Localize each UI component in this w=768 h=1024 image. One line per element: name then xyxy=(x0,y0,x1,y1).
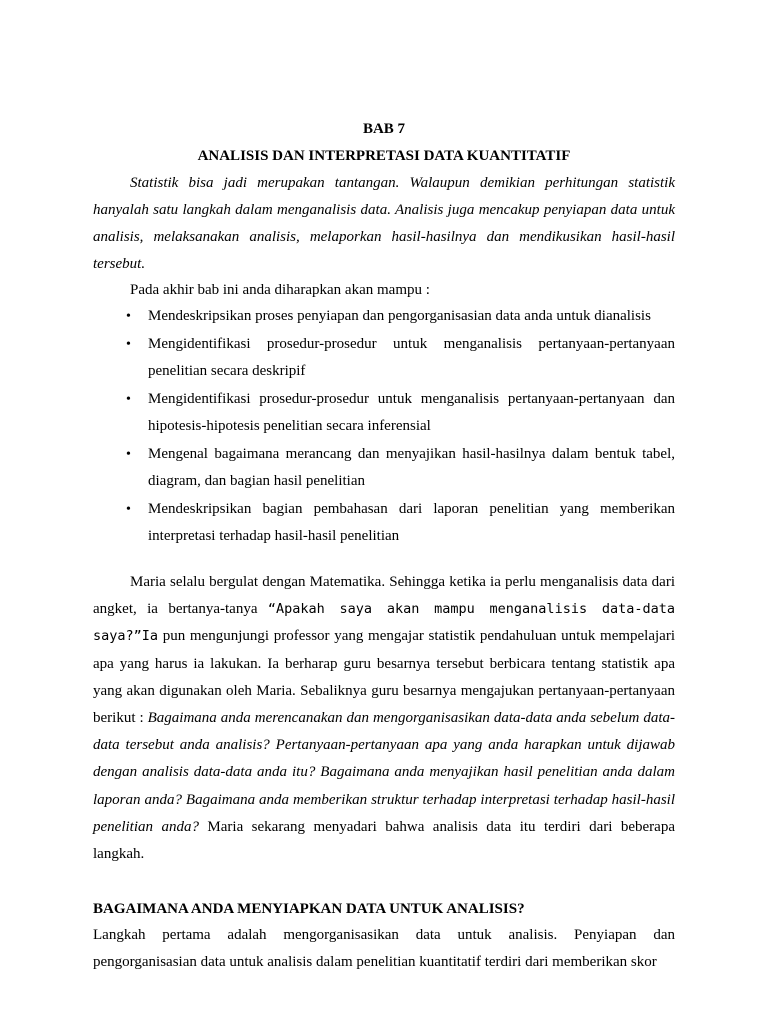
objective-item xyxy=(112,303,675,330)
objective-text: Mengidentifikasi prosedur-prosedur untuk menganalisis pertanyaan-pertanyaan dan hipotesis-hipotesis penelitian secara inferensial xyxy=(148,391,675,434)
story-text: Maria selalu bergulat dengan Matematika. Sehingga ketika ia perlu menganalisis data dari angket, ia bertanya-tanya xyxy=(93,574,675,618)
story-quote: “Apakah saya akan mampu menganalisis data-data saya?”Ia xyxy=(93,601,676,645)
story-paragraph xyxy=(93,569,675,868)
section-paragraph: Langkah pertama adalah mengorganisasikan data untuk analisis. Penyiapan dan pengorganisasian data untuk analisis dalam penelitian kuantitatif terdiri dari memberikan skor xyxy=(93,927,675,970)
chapter-label: BAB 7 xyxy=(362,121,406,137)
bullet-icon: • xyxy=(126,447,131,462)
objective-text: Mendeskripsikan bagian pembahasan dari laporan penelitian yang memberikan interpretasi terhadap hasil-hasil penelitian xyxy=(148,501,675,544)
objective-item xyxy=(112,441,675,495)
objective-item xyxy=(112,496,675,550)
chapter-title: ANALISIS DAN INTERPRETASI DATA KUANTITATIF xyxy=(197,148,571,164)
bullet-icon: • xyxy=(126,502,131,517)
objective-text: Mendeskripsikan proses penyiapan dan pengorganisasian data anda untuk dianalisis xyxy=(148,308,651,324)
intro-paragraph: Statistik bisa jadi merupakan tantangan. Walaupun demikian perhitungan statistik hanyalah satu langkah dalam menganalisis data. Analisis juga mencakup penyiapan data untuk analisis, melaksanakan analisis, melaporkan hasil-hasilnya dan mendikusikan hasil-hasil tersebut. xyxy=(93,175,675,272)
section-heading: BAGAIMANA ANDA MENYIAPKAN DATA UNTUK ANALISIS? xyxy=(93,901,525,917)
story-text: Maria sekarang menyadari bahwa analisis data itu terdiri dari beberapa langkah. xyxy=(93,818,675,863)
objectives-lead: Pada akhir bab ini anda diharapkan akan mampu : xyxy=(130,282,430,298)
objective-item xyxy=(112,331,675,385)
bullet-icon: • xyxy=(126,309,131,324)
objective-text: Mengenal bagaimana merancang dan menyajikan hasil-hasilnya dalam bentuk tabel, diagram, dan bagian hasil penelitian xyxy=(148,446,675,489)
objective-item xyxy=(112,386,675,440)
objectives-list xyxy=(112,303,675,551)
story-text: pun mengunjungi professor yang mengajar statistik pendahuluan untuk mempelajari apa yang harus ia lakukan. Ia berharap guru besarnya tersebut berbicara tentang statistik apa yang akan digunakan oleh Maria. Sebaliknya guru besarnya mengajukan pertanyaan-pertanyaan berikut : xyxy=(93,628,675,727)
bullet-icon: • xyxy=(126,337,131,352)
bullet-icon: • xyxy=(126,392,131,407)
objective-text: Mengidentifikasi prosedur-prosedur untuk menganalisis pertanyaan-pertanyaan penelitian secara deskripif xyxy=(148,336,675,379)
story-questions: Bagaimana anda merencanakan dan mengorganisasikan data-data anda sebelum data-data tersebut anda analisis? Pertanyaan-pertanyaan apa yang anda harapkan untuk dijawab dengan analisis data-data anda itu? Bagaimana anda menyajikan hasil penelitian anda dalam laporan anda? Bagaimana anda memberikan struktur terhadap interpretasi terhadap hasil-hasil penelitian anda? xyxy=(93,710,675,835)
